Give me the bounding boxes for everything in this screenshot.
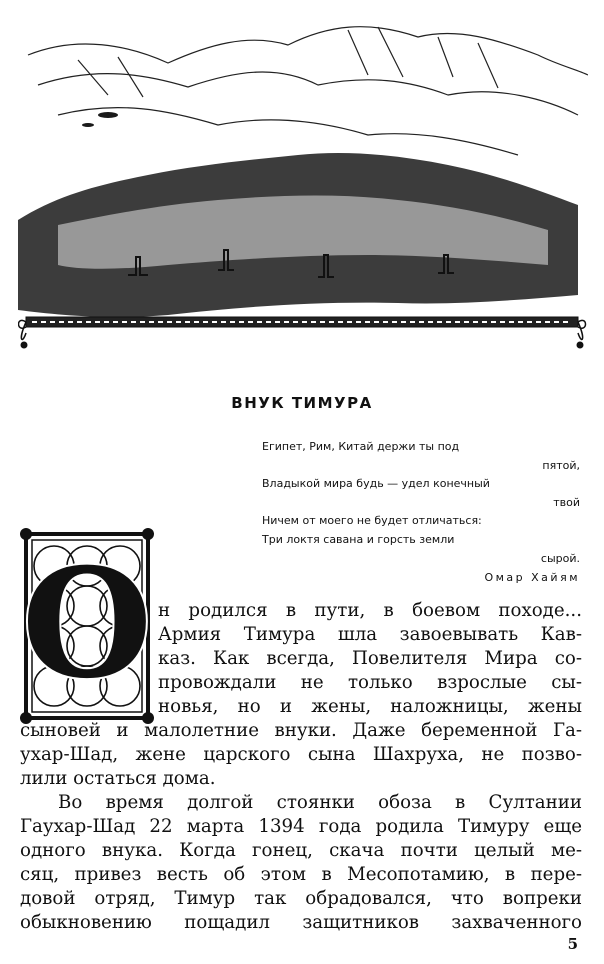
chapter-title: ВНУК ТИМУРА xyxy=(231,394,373,412)
body-line: сыновей и малолетние внуки. Даже беременной Га- xyxy=(20,720,582,741)
epigraph-line: Египет, Рим, Китай держи ты под xyxy=(262,440,460,453)
body-line: провождали не только взрослые сы- xyxy=(158,672,582,693)
body-line: лили остаться дома. xyxy=(20,768,216,789)
epigraph-author: Омар Хайям xyxy=(484,571,580,585)
epigraph-line: Три локтя савана и горсть земли xyxy=(262,532,455,546)
epigraph-line: Владыкой мира будь — удел конечный xyxy=(262,477,490,491)
drop-cap-letter: О xyxy=(21,536,153,712)
body-line: обыкновению пощадил защитников захваченного xyxy=(20,912,582,933)
body-line: новья, но и жены, наложницы, жены xyxy=(158,696,582,717)
army-crowd xyxy=(18,112,578,317)
mountains xyxy=(28,27,588,155)
ornamental-border xyxy=(19,317,586,348)
drop-cap-ornament xyxy=(18,526,156,726)
epigraph-line: пятой, xyxy=(542,458,580,472)
body-line: Гаухар-Шад 22 марта 1394 года родила Тимуру еще xyxy=(20,816,582,837)
army-march-illustration xyxy=(18,15,588,353)
epigraph-line: Ничем от моего не будет отличаться: xyxy=(262,514,482,528)
body-line: ухар-Шад, жене царского сына Шахруха, не позво- xyxy=(20,744,582,765)
body-line: н родился в пути, в боевом походе... xyxy=(158,600,582,621)
body-line: довой отряд, Тимур так обрадовался, что вопреки xyxy=(20,888,582,909)
epigraph-line: сырой. xyxy=(540,551,580,565)
epigraph xyxy=(262,438,580,588)
body-line: одного внука. Когда гонец, скача почти целый ме- xyxy=(20,840,582,861)
body-line: Армия Тимура шла завоевывать Кав- xyxy=(158,624,582,645)
body-line: сяц, привез весть об этом в Месопотамию, в пере- xyxy=(20,864,582,885)
body-line: Во время долгой стоянки обоза в Султании xyxy=(58,792,582,813)
epigraph-line: твой xyxy=(553,495,580,509)
page-number: 5 xyxy=(567,935,578,953)
body-line: каз. Как всегда, Повелителя Мира со- xyxy=(158,648,582,669)
